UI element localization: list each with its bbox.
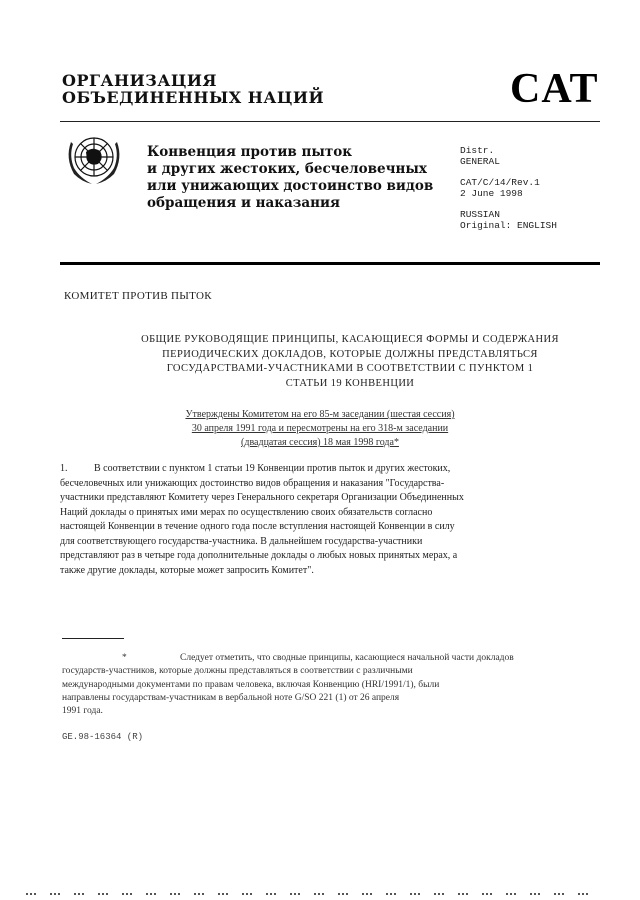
convention-title-line: и других жестоких, бесчеловечных [147,161,427,177]
convention-title [147,144,433,212]
footnote [62,652,592,718]
document-title [110,333,590,391]
paragraph-1 [60,462,590,578]
convention-title-line: обращения и наказания [147,195,341,211]
paragraph-line: Наций доклады о принятых ими мерах по осуществлению своих обязательств согласно [60,506,433,518]
adoption-line: (двадцатая сессия) 18 мая 1998 года* [241,437,399,448]
paragraph-line: бесчеловечных или унижающих достоинство видов обращения и наказания "Государства- [60,477,445,489]
original-language: Original: ENGLISH [460,220,557,231]
series-code: CAT [510,66,599,112]
job-number: GE.98-16364 (R) [62,732,144,742]
footnote-line: международными документами по правам человека, включая Конвенцию (HRI/1991/1), были [62,679,440,690]
footnote-marker: * [122,653,127,663]
footnote-divider [62,638,124,639]
paragraph-line: В соответствии с пунктом 1 статьи 19 Конвенции против пыток и других жестоких, [94,463,451,474]
footnote-line: 1991 года. [62,706,103,717]
paragraph-number: 1. [60,463,68,474]
distribution-value: GENERAL [460,156,500,167]
page-footer-barcode [26,893,626,897]
title-line: СТАТЬИ 19 КОНВЕНЦИИ [285,377,415,389]
footnote-line: направлены государствам-участникам в вербальной ноте G/SO 221 (1) от 26 апреля [62,692,400,703]
document-date: 2 June 1998 [460,188,523,199]
document-symbol-block [460,145,557,231]
title-line: ОБЩИЕ РУКОВОДЯЩИЕ ПРИНЦИПЫ, КАСАЮЩИЕСЯ ФОРМЫ И СОДЕРЖАНИЯ [141,334,559,345]
convention-title-line: или унижающих достоинство видов [147,178,434,194]
organization-name [62,72,324,106]
title-line: ПЕРИОДИЧЕСКИХ ДОКЛАДОВ, КОТОРЫЕ ДОЛЖНЫ ПРЕДСТАВЛЯТЬСЯ [162,348,538,360]
adoption-line: 30 апреля 1991 года и пересмотрены на его 318-м заседании [191,423,449,434]
committee-name: КОМИТЕТ ПРОТИВ ПЫТОК [64,290,212,302]
footnote-line: государств-участников, которые должны представляться в соответствии с различными [62,666,413,677]
document-language: RUSSIAN [460,209,500,220]
convention-title-line: Конвенция против пыток [147,144,352,160]
header-divider [60,121,600,122]
paragraph-line: настоящей Конвенции в течение одного года после вступления настоящей Конвенции в силу [60,521,455,532]
title-line: ГОСУДАРСТВАМИ-УЧАСТНИКАМИ В СООТВЕТСТВИИ С ПУНКТОМ 1 [166,363,534,374]
footnote-line: Следует отметить, что сводные принципы, касающиеся начальной части докладов [180,653,514,663]
organization-line: ОРГАНИЗАЦИЯ [62,71,218,90]
distribution-label: Distr. [460,145,495,156]
paragraph-line: для соответствующего государства-участника. В дальнейшем государства-участники [60,535,423,547]
adoption-line: Утверждены Комитетом на его 85-м заседании (шестая сессия) [185,409,455,420]
paragraph-line: участники представляют Комитету через Генерального секретаря Организации Объединенных [60,492,464,503]
paragraph-line: также другие доклады, которые может запросить Комитет". [60,564,314,576]
un-emblem-icon [62,130,126,190]
header-thick-divider [60,262,600,265]
document-symbol: CAT/C/14/Rev.1 [460,177,540,188]
paragraph-line: представляют раз в четыре года дополнительные доклады о любых новых принятых мерах, а [60,550,458,561]
adoption-note [110,408,530,450]
organization-line: ОБЪЕДИНЕННЫХ НАЦИЙ [62,88,325,107]
